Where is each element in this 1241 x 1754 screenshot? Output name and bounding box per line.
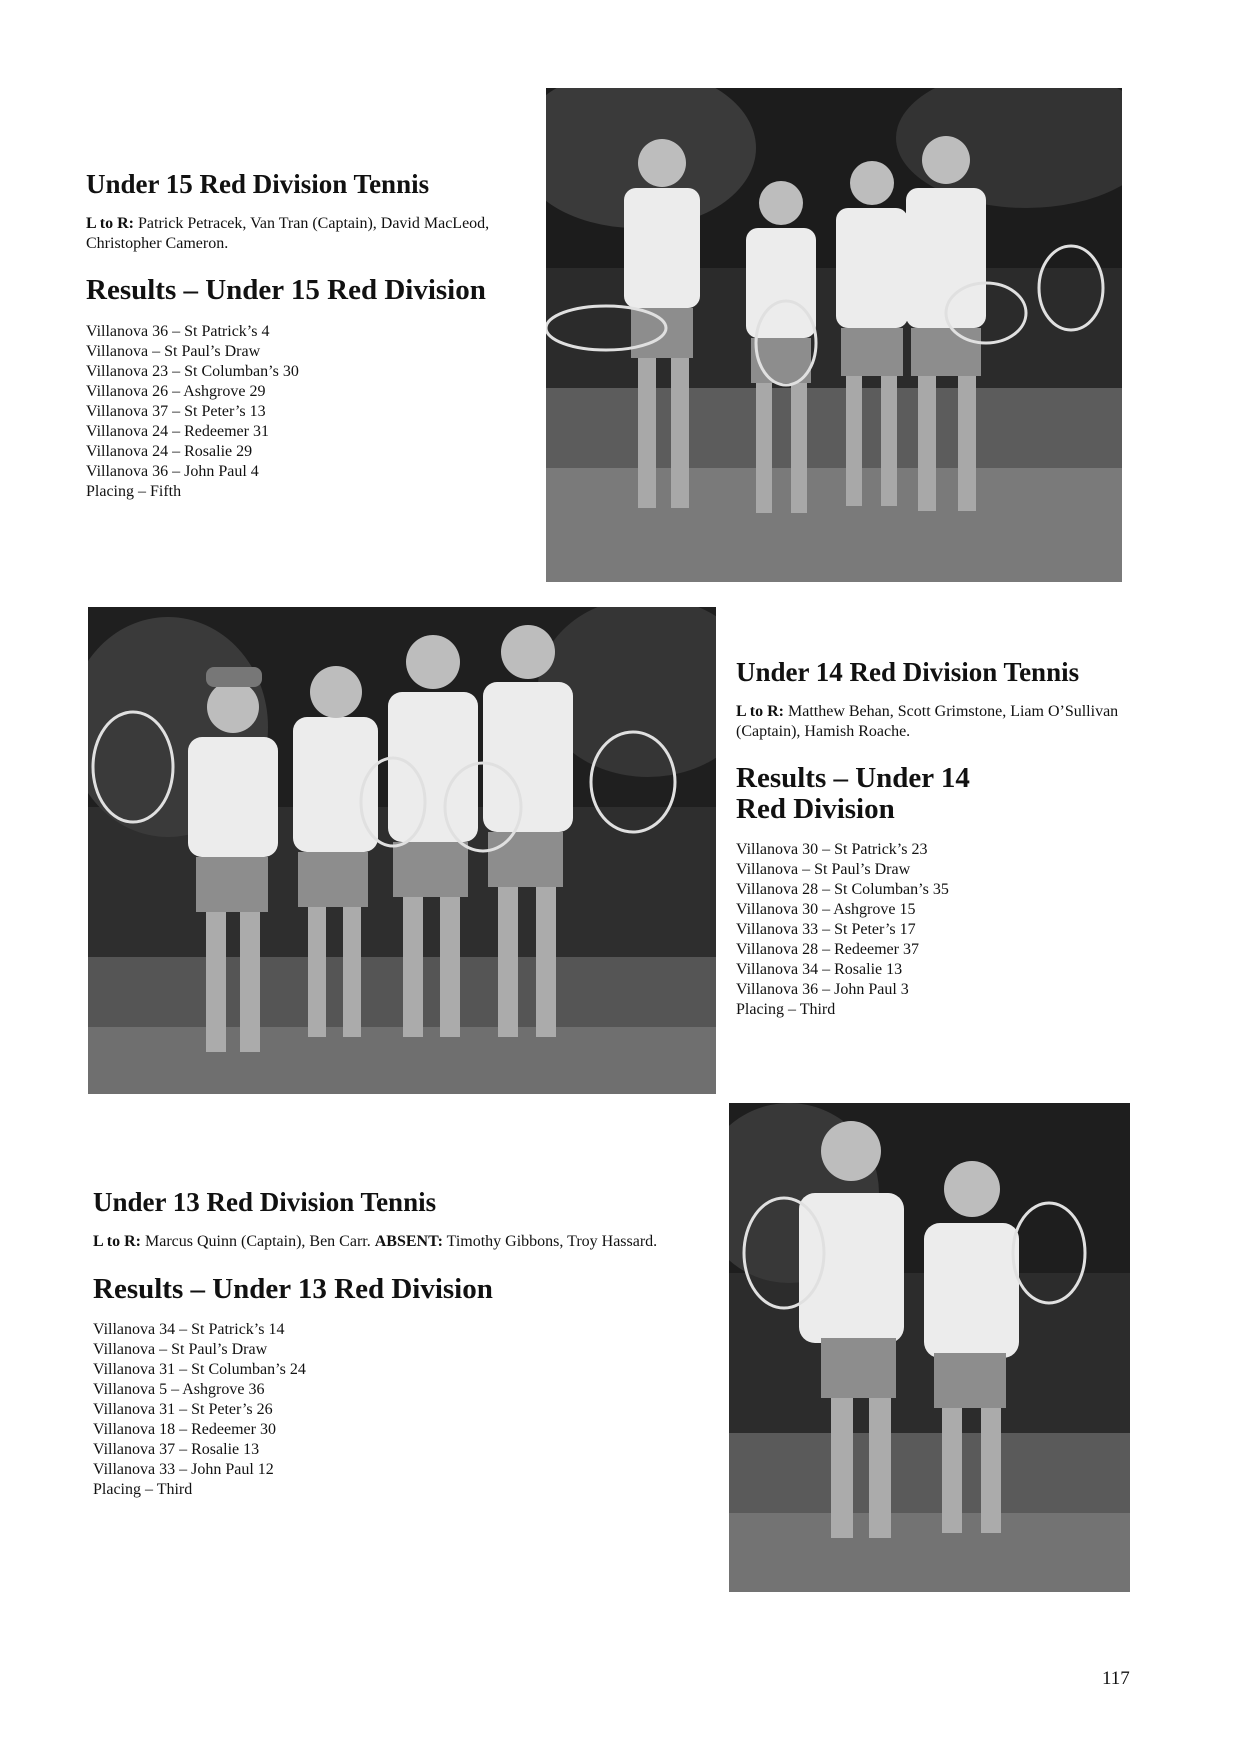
result-row: Placing – Third	[93, 1481, 193, 1499]
result-row: Villanova 5 – Ashgrove 36	[93, 1381, 265, 1399]
results-title: Results – Under 15 Red Division	[86, 274, 486, 307]
result-row: Villanova 34 – Rosalie 13	[736, 961, 903, 979]
result-row: Villanova – St Paul’s Draw	[736, 861, 911, 879]
caption-label: L to R:	[86, 215, 134, 233]
result-row: Villanova 34 – St Patrick’s 14	[93, 1321, 285, 1339]
result-row: Villanova 37 – St Peter’s 13	[86, 402, 266, 420]
caption-names: Matthew Behan, Scott Grimstone, Liam O’Sullivan (Captain), Hamish Roache.	[736, 703, 1119, 740]
section-under-13	[93, 1186, 713, 1500]
results-title: Results – Under 14 Red Division	[736, 762, 970, 825]
caption-label: L to R:	[736, 703, 784, 721]
results-title: Results – Under 13 Red Division	[93, 1272, 493, 1305]
caption-label: L to R:	[93, 1233, 141, 1251]
result-row: Villanova 28 – Redeemer 37	[736, 941, 919, 959]
result-row: Villanova – St Paul’s Draw	[86, 342, 261, 360]
result-row: Villanova 23 – St Columban’s 30	[86, 362, 299, 380]
section-under-15	[86, 168, 526, 502]
page-number: 117	[1102, 1668, 1130, 1689]
result-row: Villanova 36 – John Paul 4	[86, 462, 259, 480]
result-row: Villanova 36 – John Paul 3	[736, 981, 909, 999]
result-row: Villanova 24 – Redeemer 31	[86, 422, 269, 440]
caption-names: Marcus Quinn (Captain), Ben Carr.	[141, 1233, 375, 1251]
result-row: Villanova 37 – Rosalie 13	[93, 1441, 260, 1459]
team-caption	[86, 214, 526, 253]
team-caption	[93, 1232, 713, 1252]
result-row: Villanova 26 – Ashgrove 29	[86, 382, 266, 400]
result-row: Villanova 24 – Rosalie 29	[86, 442, 253, 460]
result-row: Villanova 33 – John Paul 12	[93, 1461, 274, 1479]
result-row: Villanova 31 – St Peter’s 26	[93, 1401, 273, 1419]
results-list	[736, 840, 1136, 1020]
result-row: Villanova 18 – Redeemer 30	[93, 1421, 276, 1439]
team-photo-under-14	[88, 607, 716, 1094]
team-photo-under-13	[729, 1103, 1130, 1592]
result-row: Placing – Third	[736, 1001, 836, 1019]
results-list	[86, 322, 526, 502]
result-row: Villanova – St Paul’s Draw	[93, 1341, 268, 1359]
result-row: Villanova 30 – Ashgrove 15	[736, 901, 916, 919]
results-list	[93, 1320, 713, 1500]
result-row: Villanova 31 – St Columban’s 24	[93, 1361, 306, 1379]
result-row: Villanova 30 – St Patrick’s 23	[736, 841, 928, 859]
section-title: Under 15 Red Division Tennis	[86, 169, 430, 199]
caption-names: Patrick Petracek, Van Tran (Captain), David MacLeod, Christopher Cameron.	[86, 215, 490, 252]
section-title: Under 14 Red Division Tennis	[736, 657, 1080, 687]
team-photo-under-15	[546, 88, 1122, 582]
result-row: Villanova 36 – St Patrick’s 4	[86, 322, 270, 340]
team-caption	[736, 702, 1136, 741]
result-row: Villanova 33 – St Peter’s 17	[736, 921, 916, 939]
result-row: Villanova 28 – St Columban’s 35	[736, 881, 949, 899]
section-under-14	[736, 656, 1136, 1020]
caption-absent-label: ABSENT:	[374, 1233, 443, 1251]
caption-absent-names: Timothy Gibbons, Troy Hassard.	[442, 1233, 658, 1251]
section-title: Under 13 Red Division Tennis	[93, 1187, 437, 1217]
result-row: Placing – Fifth	[86, 482, 182, 500]
